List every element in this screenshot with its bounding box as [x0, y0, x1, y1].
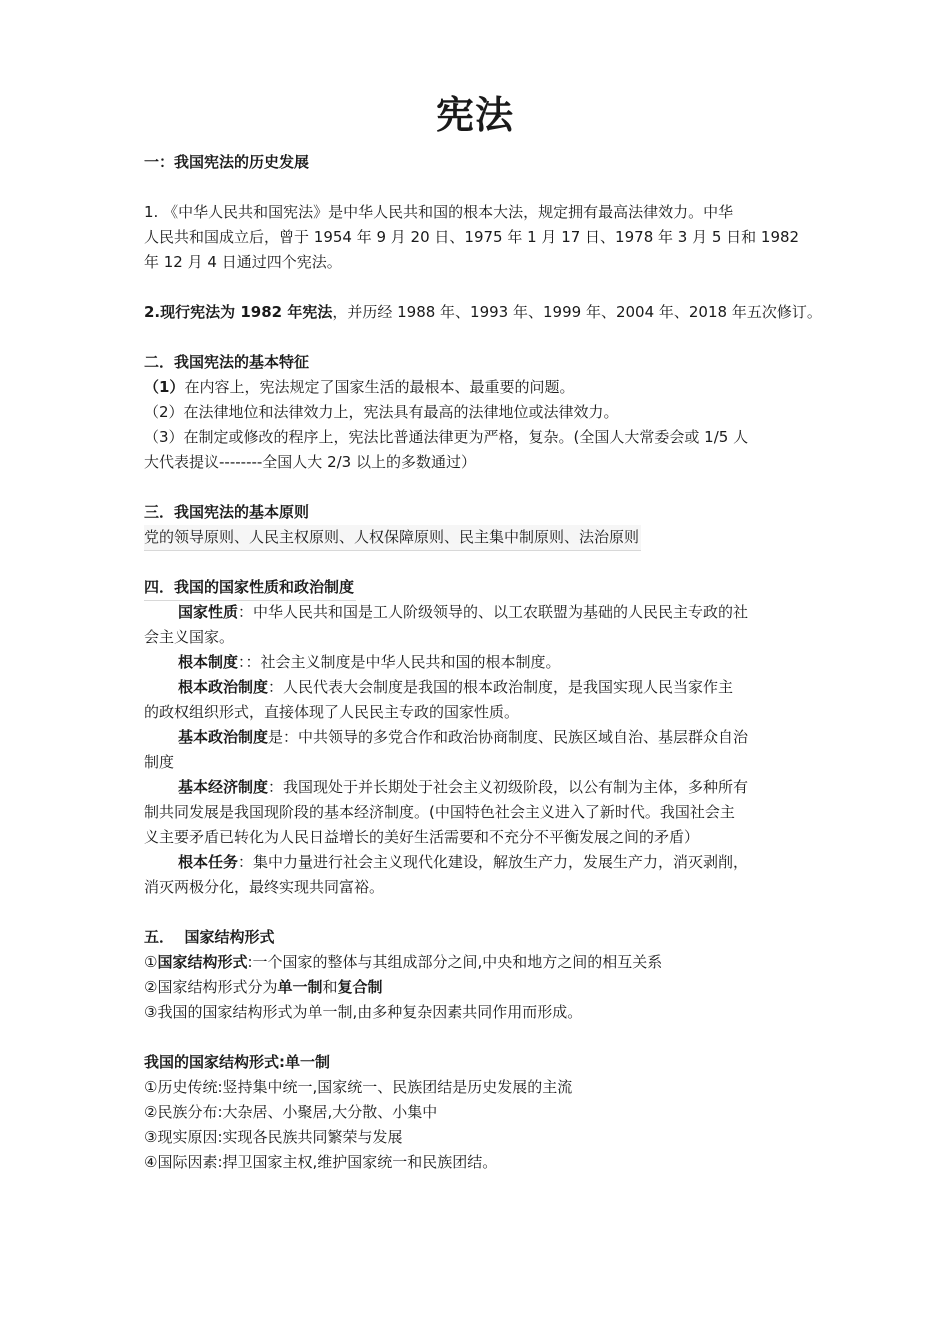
- circled-1-marker: ①: [144, 953, 158, 971]
- unitary-reason-item: [144, 1150, 814, 1175]
- basic-political-line: [178, 725, 848, 750]
- structure-type-text: 国家结构形式分为: [157, 978, 278, 996]
- basic-economic-label: 基本经济制度: [178, 778, 269, 796]
- basic-political-text: 是：中共领导的多党合作和政治协商制度、民族区域自治、基层群众自治: [268, 728, 749, 746]
- unitary-reason-text: 民族分布:大杂居、小聚居,大分散、小集中: [157, 1103, 438, 1121]
- basic-system-label: 根本制度: [178, 653, 239, 671]
- state-nature-label: 国家性质: [178, 603, 239, 621]
- paragraph-line: 人民共和国成立后，曾于 1954 年 9 月 20 日、1975 年 1 月 17 日、1978 年 3 月 5 日和 1982: [144, 228, 800, 246]
- principles-line: [144, 525, 814, 551]
- state-nature-line: [178, 600, 848, 625]
- principles-text: 党的领导原则、人民主权原则、人权保障原则、民主集中制原则、法治原则: [144, 525, 641, 551]
- section-heading-features: 二．我国宪法的基本特征: [144, 353, 310, 371]
- structure-form-text: :一个国家的整体与其组成部分之间,中央和地方之间的相互关系: [247, 953, 663, 971]
- unitary-reason-text: 国际因素:捍卫国家主权,维护国家统一和民族团结。: [157, 1153, 498, 1171]
- circled-2-marker: ②: [144, 1103, 158, 1121]
- unitary-reason-text: 历史传统:竖持集中统一,国家统一、民族团结是历史发展的主流: [157, 1078, 573, 1096]
- feature-item-3: （3）在制定或修改的程序上，宪法比普通法律更为严格，复杂。(全国人大常委会或 1/5 人: [144, 428, 749, 446]
- compound-system-term: 复合制: [337, 978, 383, 996]
- circled-1-marker: ①: [144, 1078, 158, 1096]
- root-political-line: [178, 675, 848, 700]
- current-constitution-bold: 2.现行宪法为 1982 年宪法: [144, 303, 333, 321]
- section-heading-unitary: 我国的国家结构形式:单一制: [144, 1053, 330, 1071]
- feature-number: （1）: [144, 378, 185, 396]
- basic-political-cont: 制度: [144, 753, 175, 771]
- basic-political-label: 基本政治制度: [178, 728, 269, 746]
- circled-3-marker: ③: [144, 1003, 158, 1021]
- basic-economic-line: [178, 775, 848, 800]
- fundamental-task-label: 根本任务: [178, 853, 239, 871]
- paragraph-line: 1. 《中华人民共和国宪法》是中华人民共和国的根本大法，规定拥有最高法律效力。中华: [144, 203, 734, 221]
- section-heading-structure: 五． 国家结构形式: [144, 928, 275, 946]
- state-nature-cont: 会主义国家。: [144, 628, 235, 646]
- basic-economic-cont: 制共同发展是我国现阶段的基本经济制度。(中国特色社会主义进入了新时代。我国社会主: [144, 803, 735, 821]
- section-heading-state-nature: [144, 575, 814, 601]
- state-nature-text: ：中华人民共和国是工人阶级领导的、以工农联盟为基础的人民民主专政的社: [238, 603, 749, 621]
- state-nature-heading-text: 四．我国的国家性质和政治制度: [144, 575, 356, 601]
- structure-formation-text: 我国的国家结构形式为单一制,由多种复杂因素共同作用而形成。: [157, 1003, 583, 1021]
- conjunction-text: 和: [322, 978, 338, 996]
- unitary-system-term: 单一制: [277, 978, 323, 996]
- fundamental-task-text: ：集中力量进行社会主义现代化建设，解放生产力，发展生产力，消灭剥削，: [238, 853, 749, 871]
- circled-4-marker: ④: [144, 1153, 158, 1171]
- paragraph-line: 年 12 月 4 日通过四个宪法。: [144, 253, 342, 271]
- circled-2-marker: ②: [144, 978, 158, 996]
- root-political-cont: 的政权组织形式，直接体现了人民民主专政的国家性质。: [144, 703, 520, 721]
- unitary-reason-item: [144, 1125, 814, 1150]
- section-heading-principles: 三．我国宪法的基本原则: [144, 503, 310, 521]
- section-heading-history: 一：我国宪法的历史发展: [144, 153, 310, 171]
- feature-text: 在内容上，宪法规定了国家生活的最根本、最重要的问题。: [184, 378, 575, 396]
- circled-3-marker: ③: [144, 1128, 158, 1146]
- feature-item-2: （2）在法律地位和法律效力上，宪法具有最高的法律地位或法律效力。: [144, 403, 619, 421]
- amendments-text: ，并历经 1988 年、1993 年、1999 年、2004 年、2018 年五次修订。: [332, 303, 822, 321]
- basic-economic-cont-2: 义主要矛盾已转化为人民日益增长的美好生活需要和不充分不平衡发展之间的矛盾）: [144, 828, 700, 846]
- fundamental-task-line: [178, 850, 848, 875]
- root-political-text: ：人民代表大会制度是我国的根本政治制度，是我国实现人民当家作主: [268, 678, 734, 696]
- structure-form-label: 国家结构形式: [157, 953, 248, 971]
- basic-system-line: [178, 650, 848, 675]
- root-political-label: 根本政治制度: [178, 678, 269, 696]
- unitary-reason-text: 现实原因:实现各民族共同繁荣与发展: [157, 1128, 403, 1146]
- structure-item-2: [144, 975, 814, 1000]
- unitary-reason-item: [144, 1075, 814, 1100]
- structure-item-3: [144, 1000, 814, 1025]
- fundamental-task-cont: 消灭两极分化，最终实现共同富裕。: [144, 878, 385, 896]
- feature-item-1: [144, 375, 814, 400]
- basic-system-text: ：：社会主义制度是中华人民共和国的根本制度。: [238, 653, 561, 671]
- paragraph-current-constitution: [144, 300, 822, 325]
- basic-economic-text: ：我国现处于并长期处于社会主义初级阶段，以公有制为主体，多种所有: [268, 778, 749, 796]
- feature-item-3-cont: 大代表提议--------全国人大 2/3 以上的多数通过）: [144, 453, 476, 471]
- structure-item-1: [144, 950, 814, 975]
- document-title: 宪法: [435, 93, 514, 137]
- unitary-reason-item: [144, 1100, 814, 1125]
